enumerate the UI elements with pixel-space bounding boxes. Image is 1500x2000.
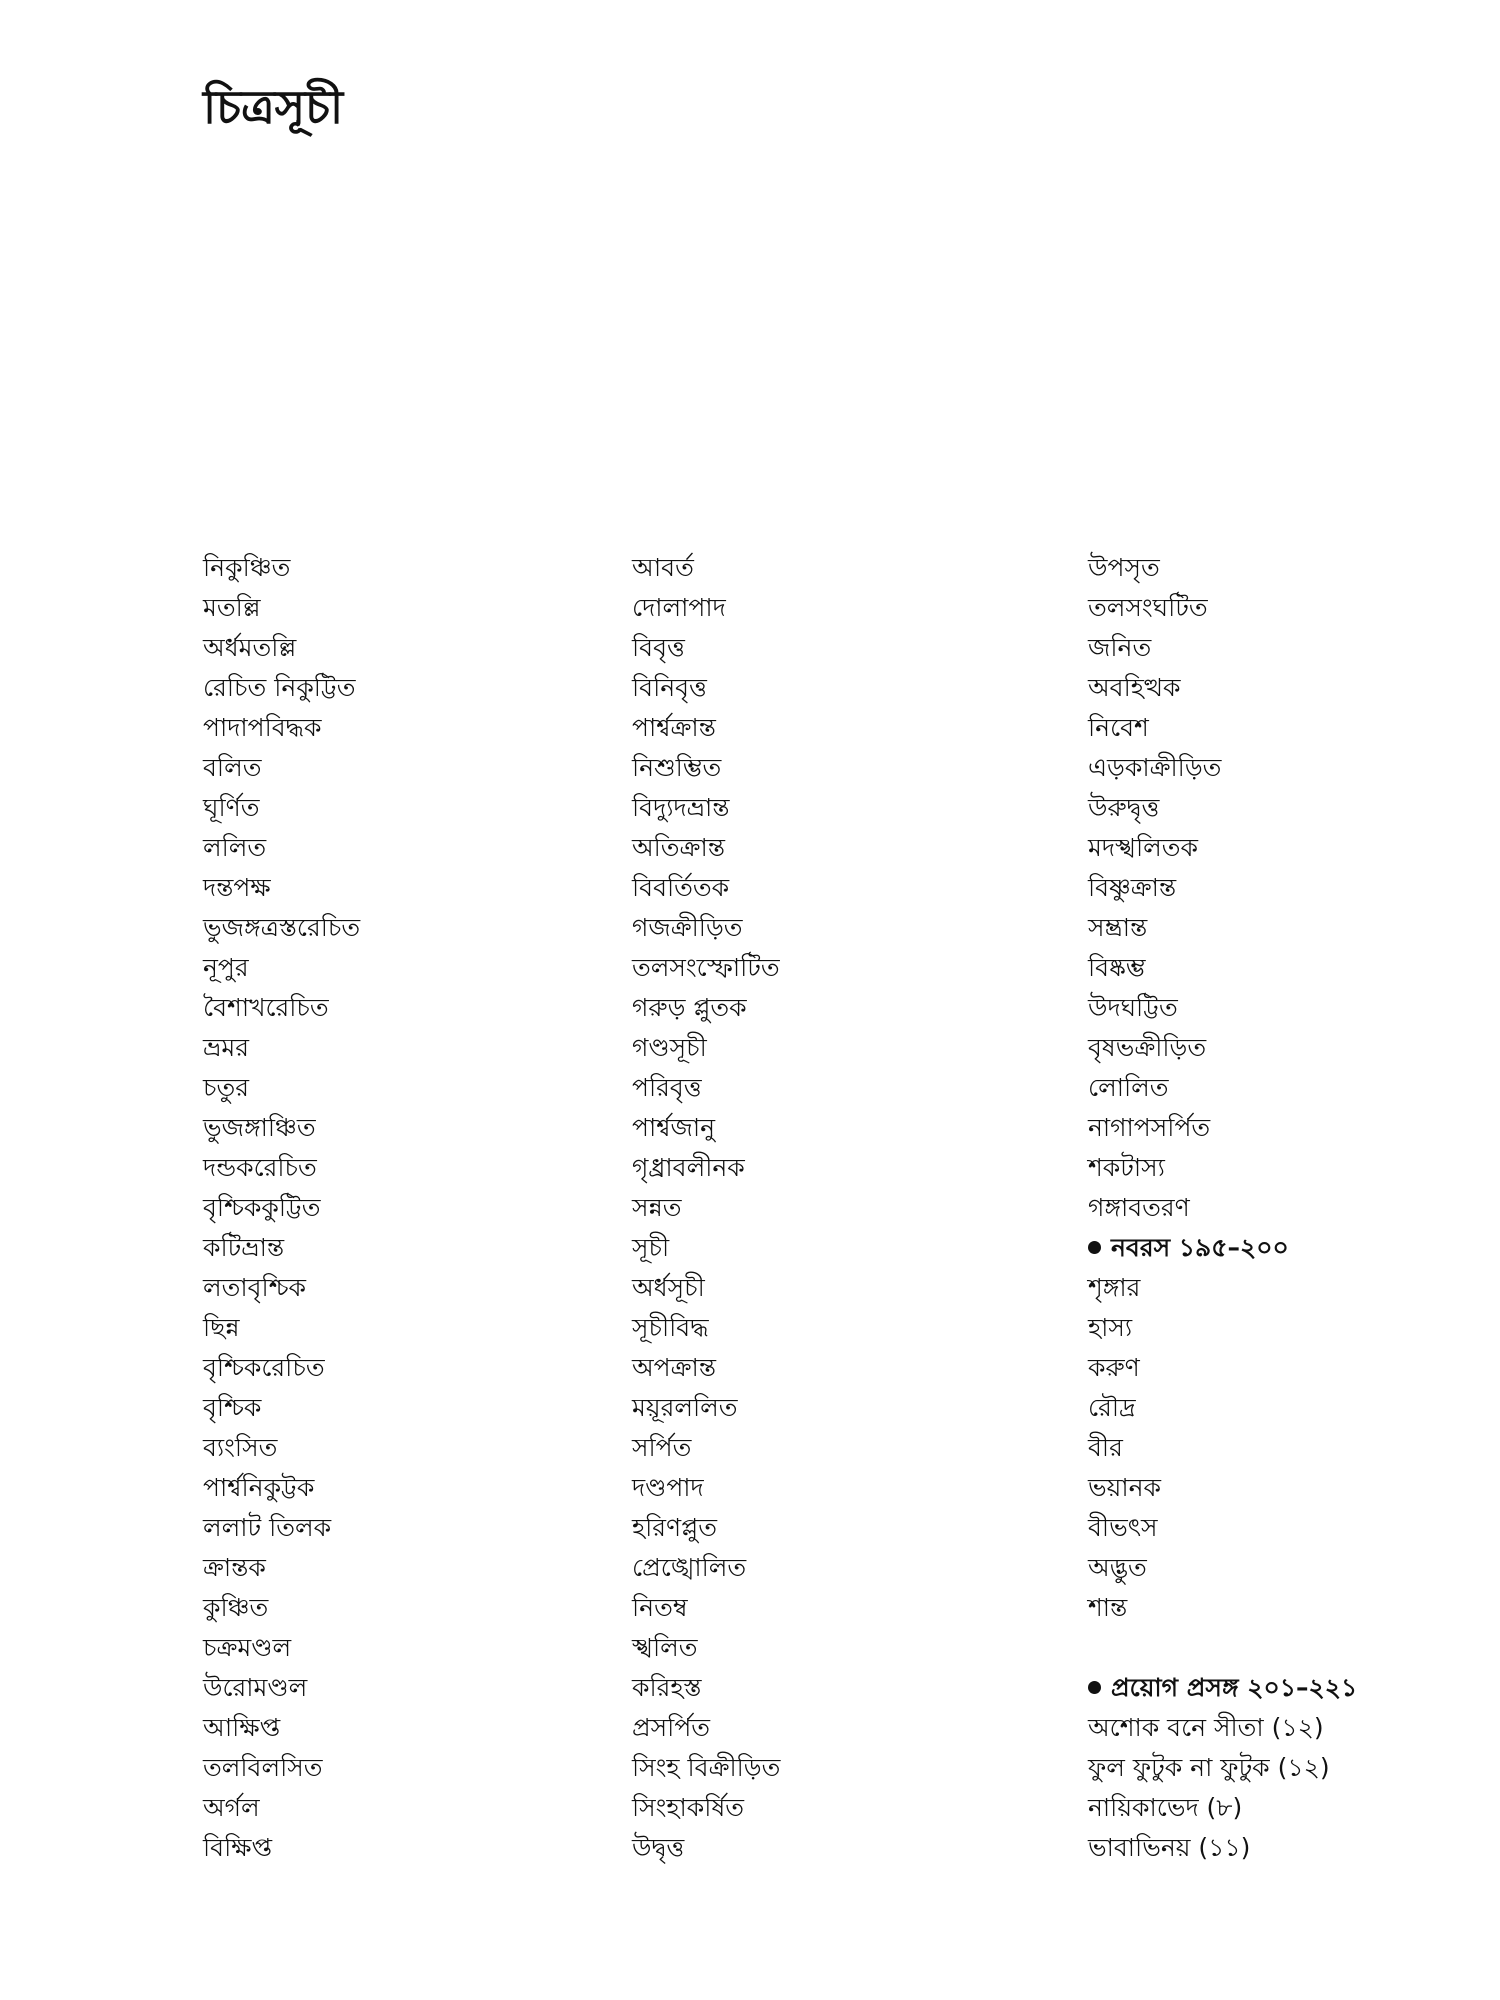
index-entry: শান্ত (1088, 1593, 1128, 1622)
index-entry: হরিণপ্লুত (632, 1513, 717, 1542)
index-entry: তলসংঘটিত (1088, 593, 1208, 622)
index-entry: দন্ডকরেচিত (203, 1153, 317, 1182)
index-entry: বিবর্তিতক (632, 873, 730, 902)
section-heading (1088, 1668, 1357, 1708)
index-entry: শকটাস্য (1088, 1153, 1165, 1182)
spacer (1088, 1628, 1357, 1668)
index-entry: পার্শ্বক্রান্ত (632, 713, 716, 742)
index-entry: বীর (1088, 1433, 1123, 1462)
index-entry: পরিবৃত্ত (632, 1073, 702, 1102)
section-heading (1088, 1228, 1357, 1268)
index-entry: চতুর (203, 1073, 250, 1102)
index-column-2 (632, 548, 780, 1868)
index-entry: এড়কাক্রীড়িত (1088, 753, 1222, 782)
index-entry: সর্পিত (632, 1433, 692, 1462)
index-entry: চক্রমণ্ডল (203, 1633, 292, 1662)
index-entry: ভয়ানক (1088, 1473, 1162, 1502)
index-entry: ললিত (203, 833, 267, 862)
index-entry: বিক্ষিপ্ত (203, 1833, 273, 1862)
index-entry: করুণ (1088, 1353, 1140, 1382)
index-entry: স্খলিত (632, 1633, 698, 1662)
index-entry: ভ্রমর (203, 1033, 250, 1062)
index-entry: নিশুম্ভিত (632, 753, 722, 782)
index-entry: পার্শ্বজানু (632, 1113, 716, 1142)
index-entry: সূচীবিদ্ধ (632, 1313, 709, 1342)
section-heading-text: প্রয়োগ প্রসঙ্গ ২০১–২২১ (1111, 1673, 1358, 1702)
index-entry: আক্ষিপ্ত (203, 1713, 281, 1742)
index-entry: অবহিত্থক (1088, 673, 1181, 702)
index-entry: দণ্ডপাদ (632, 1473, 704, 1502)
index-entry: সিংহাকর্ষিত (632, 1793, 744, 1822)
index-entry: লোলিত (1088, 1073, 1169, 1102)
index-entry: ব্যংসিত (203, 1433, 278, 1462)
index-entry: উদঘট্টিত (1088, 993, 1178, 1022)
index-entry: প্রসর্পিত (632, 1713, 711, 1742)
index-entry: অদ্ভুত (1088, 1553, 1147, 1582)
index-entry: ক্রান্তক (203, 1553, 266, 1582)
index-entry: নায়িকাভেদ (৮) (1088, 1793, 1243, 1822)
index-entry: করিহস্ত (632, 1673, 702, 1702)
index-entry: পাদাপবিদ্ধক (203, 713, 322, 742)
index-entry: বলিত (203, 753, 262, 782)
index-entry: প্রেঙ্খোলিত (632, 1553, 747, 1582)
index-entry: গজক্রীড়িত (632, 913, 743, 942)
index-entry: দন্তপক্ষ (203, 873, 271, 902)
index-entry: তলবিলসিত (203, 1753, 323, 1782)
index-entry: বিষ্কম্ভ (1088, 953, 1146, 982)
index-entry: বিদ্যুদভ্রান্ত (632, 793, 730, 822)
index-entry: অশোক বনে সীতা (১২) (1088, 1713, 1324, 1742)
index-entry: ফুল ফুটুক না ফুটুক (১২) (1088, 1753, 1330, 1782)
index-entry: মদস্খলিতক (1088, 833, 1199, 862)
index-entry: অর্ধমতল্লি (203, 633, 297, 662)
index-entry: নিতম্ব (632, 1593, 688, 1622)
index-entry: রেচিত নিকুট্টিত (203, 673, 356, 702)
index-entry: লতাবৃশ্চিক (203, 1273, 307, 1302)
index-entry: তলসংস্ফোটিত (632, 953, 780, 982)
index-entry: গণ্ডসূচী (632, 1033, 707, 1062)
index-entry: সম্ভ্রান্ত (1088, 913, 1148, 942)
page-title: চিত্রসূচী (203, 80, 344, 134)
index-entry: বিবৃত্ত (632, 633, 685, 662)
index-entry: অর্গল (203, 1793, 260, 1822)
index-entry: ঘূর্ণিত (203, 793, 260, 822)
index-entry: ময়ূরললিত (632, 1393, 738, 1422)
index-entry: উদ্বৃত্ত (632, 1833, 685, 1862)
bullet-icon (1088, 1241, 1101, 1254)
index-entry: কটিভ্রান্ত (203, 1233, 285, 1262)
index-entry: বৃশ্চিকরেচিত (203, 1353, 325, 1382)
index-entry: নাগাপসর্পিত (1088, 1113, 1211, 1142)
index-entry: সূচী (632, 1233, 670, 1262)
index-entry: গৃধ্রাবলীনক (632, 1153, 745, 1182)
index-entry: ছিন্ন (203, 1313, 240, 1342)
index-entry: ভাবাভিনয় (১১) (1088, 1833, 1251, 1862)
index-entry: সন্নত (632, 1193, 682, 1222)
index-entry: উপসৃত (1088, 553, 1160, 582)
index-entry: জনিত (1088, 633, 1152, 662)
index-entry: দোলাপাদ (632, 593, 726, 622)
index-entry: উরোমণ্ডল (203, 1673, 308, 1702)
index-column-3 (1088, 548, 1357, 1868)
index-entry: শৃঙ্গার (1088, 1273, 1141, 1302)
section-heading-text: নবরস ১৯৫–২০০ (1111, 1233, 1289, 1262)
index-entry: বিষ্ণুক্রান্ত (1088, 873, 1177, 902)
index-entry: ললাট তিলক (203, 1513, 332, 1542)
index-entry: পার্শ্বনিকুট্টক (203, 1473, 315, 1502)
index-entry: নূপুর (203, 953, 249, 982)
index-entry: অপক্রান্ত (632, 1353, 717, 1382)
index-entry: সিংহ বিক্রীড়িত (632, 1753, 781, 1782)
index-column-1 (203, 548, 360, 1868)
index-entry: রৌদ্র (1088, 1393, 1136, 1422)
index-entry: বিনিবৃত্ত (632, 673, 707, 702)
index-entry: গঙ্গাবতরণ (1088, 1193, 1190, 1222)
index-entry: উরুদ্বৃত্ত (1088, 793, 1160, 822)
bullet-icon (1088, 1681, 1101, 1694)
index-entry: ভুজঙ্গাঞ্চিত (203, 1113, 316, 1142)
index-entry: কুঞ্চিত (203, 1593, 269, 1622)
index-entry: নিবেশ (1088, 713, 1149, 742)
index-entry: বৃশ্চিককুট্টিত (203, 1193, 321, 1222)
index-entry: আবর্ত (632, 553, 694, 582)
index-entry: গরুড় প্লুতক (632, 993, 747, 1022)
index-entry: বীভৎস (1088, 1513, 1158, 1542)
index-entry: বৃশ্চিক (203, 1393, 262, 1422)
index-entry: মতল্লি (203, 593, 261, 622)
index-entry: অতিক্রান্ত (632, 833, 725, 862)
index-entry: হাস্য (1088, 1313, 1133, 1342)
index-entry: অর্ধসূচী (632, 1273, 705, 1302)
index-entry: ভুজঙ্গত্রস্তরেচিত (203, 913, 361, 942)
index-entry: বৈশাখরেচিত (203, 993, 329, 1022)
index-entry: বৃষভক্রীড়িত (1088, 1033, 1207, 1062)
index-entry: নিকুঞ্চিত (203, 553, 291, 582)
